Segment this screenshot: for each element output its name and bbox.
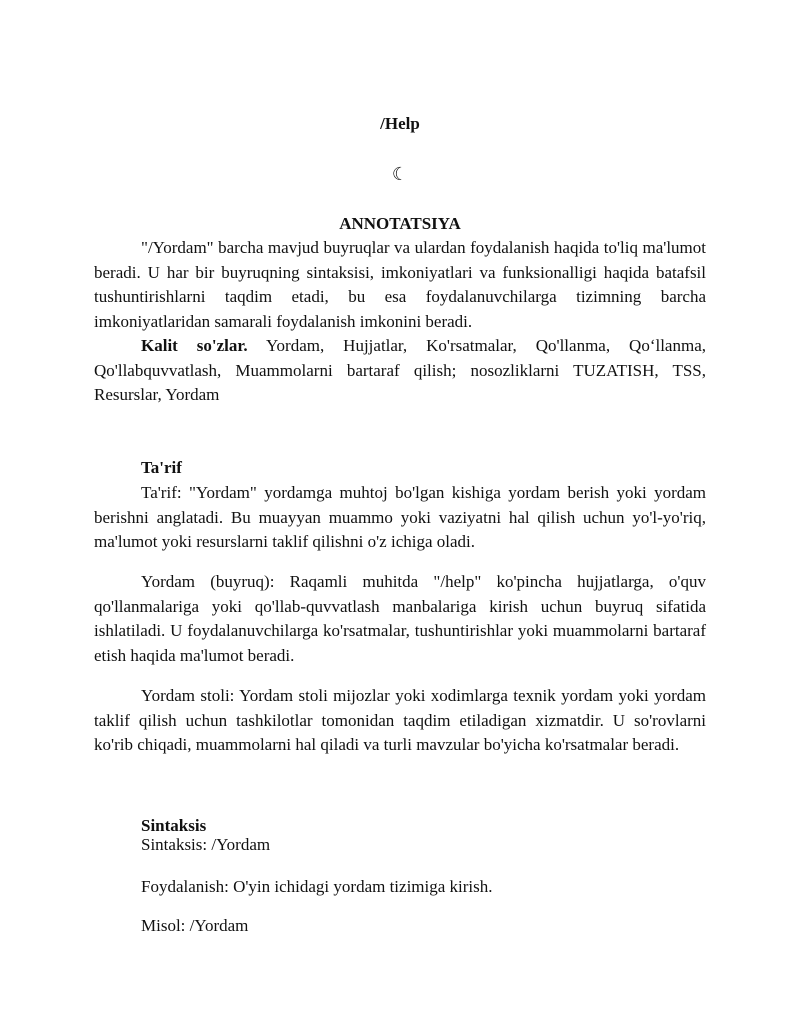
command-paragraph: Yordam (buyruq): Raqamli muhitda "/help" ko'pincha hujjatlarga, o'quv qo'llanmalariga yoki qo'llab-quvvatlash manbalariga kirish uchun buyruq sifatida ishlatiladi. U foydalanuvchilarga ko'rsatmalar, tushuntirishlar yoki muammolarni bartaraf etish haqida ma'lumot beradi. [94,572,706,665]
usage-line: Foydalanish: O'yin ichidagi yordam tizimiga kirish. [141,877,493,896]
annotation-paragraph: "/Yordam" barcha mavjud buyruqlar va ulardan foydalanish haqida to'liq ma'lumot beradi. U har bir buyruqning sintaksisi, imkoniyatlari va funksionalligi haqida batafsil tushuntirishlarni taqdim etadi, bu esa foydalanuvchilarga tizimning barcha imkoniyatlaridan samarali foydalanish imkonini beradi. [94,238,706,331]
syntax-heading: Sintaksis [141,816,207,835]
annotation-heading: ANNOTATSIYA [339,214,461,233]
syntax-line: Sintaksis: /Yordam [141,835,271,854]
keywords-label: Kalit so'zlar. [141,336,248,355]
moon-symbol-icon: ☾ [391,164,409,184]
definition-paragraph: Ta'rif: "Yordam" yordamga muhtoj bo'lgan kishiga yordam berish yoki yordam berishni anglatadi. Bu muayyan muammo yoki vaziyatni hal qilish uchun yo'l-yo'riq, ma'lumot yoki resurslarni taklif qilishni o'z ichiga oladi. [94,483,706,551]
example-line: Misol: /Yordam [141,916,249,935]
definition-heading: Ta'rif [141,458,182,477]
document-title: /Help [380,114,420,133]
keywords-paragraph [94,334,706,408]
help-desk-paragraph: Yordam stoli: Yordam stoli mijozlar yoki xodimlarga texnik yordam yoki yordam taklif qilish uchun tashkilotlar tomonidan taqdim etiladigan xizmatdir. U so'rovlarni ko'rib chiqadi, muammolarni hal qiladi va turli mavzular bo'yicha ko'rsatmalar beradi. [94,686,706,754]
keywords-list: Yordam, Hujjatlar, Ko'rsatmalar, Qo'llanma, Qo‘llanma, Qo'llabquvvatlash, Muammolarni bartaraf qilish; nosozliklarni TUZATISH, TSS, Resurslar, Yordam [94,336,706,404]
